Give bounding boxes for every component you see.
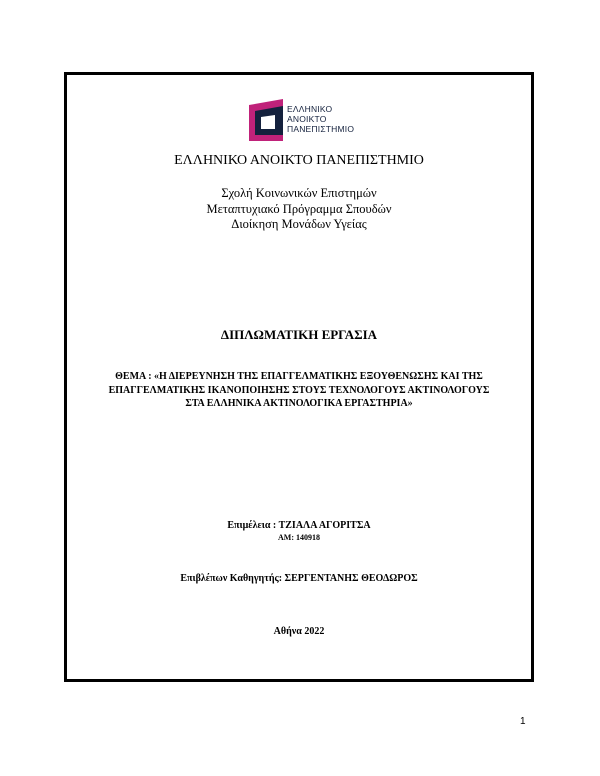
university-logo xyxy=(247,97,367,141)
theme-line-3: ΣΤΑ ΕΛΛΗΝΙΚΑ ΑΚΤΙΝΟΛΟΓΙΚΑ ΕΡΓΑΣΤΗΡΙΑ» xyxy=(185,398,413,409)
place-date: Αθήνα 2022 xyxy=(273,626,325,637)
department-block xyxy=(64,186,534,233)
theme-line-2: ΕΠΑΓΓΕΛΜΑΤΙΚΗΣ ΙΚΑΝΟΠΟΙΗΣΗΣ ΣΤΟΥΣ ΤΕΧΝΟΛΟΓΟΥΣ ΑΚΤΙΝΟΛΟΓΟΥΣ xyxy=(108,384,490,396)
document-type: ΔΙΠΛΩΜΑΤΙΚΗ ΕΡΓΑΣΙΑ xyxy=(220,327,378,342)
thesis-theme xyxy=(64,370,534,411)
page-number: 1 xyxy=(520,716,526,727)
student-id: ΑΜ: 140918 xyxy=(278,533,320,542)
logo-text xyxy=(287,104,354,134)
theme-line-1: ΘΕΜΑ : «Η ΔΙΕΡΕΥΝΗΣΗ ΤΗΣ ΕΠΑΓΓΕΛΜΑΤΙΚΗΣ ΕΞΟΥΘΕΝΩΣΗΣ ΚΑΙ ΤΗΣ xyxy=(115,371,483,382)
supervisor-line: Επιβλέπων Καθηγητής: ΣΕΡΓΕΝΤΑΝΗΣ ΘΕΟΔΩΡΟΣ xyxy=(180,573,418,584)
logo-emblem-icon xyxy=(247,97,285,141)
specialization-name: Διοίκηση Μονάδων Υγείας xyxy=(231,217,367,231)
logo-line-3: ΠΑΝΕΠΙΣΤΗΜΙΟ xyxy=(287,124,355,134)
program-name: Μεταπτυχιακό Πρόγραμμα Σπουδών xyxy=(206,201,392,216)
school-name: Σχολή Κοινωνικών Επιστημών xyxy=(221,186,377,200)
university-name: ΕΛΛΗΝΙΚΟ ΑΝΟΙΚΤΟ ΠΑΝΕΠΙΣΤΗΜΙΟ xyxy=(174,153,424,168)
logo-line-1: ΕΛΛΗΝΙΚΟ xyxy=(287,104,333,114)
author-line: Επιμέλεια : ΤΖΙΑΛΑ ΑΓΟΡΙΤΣΑ xyxy=(227,520,371,531)
logo-line-2: ΑΝΟΙΚΤΟ xyxy=(287,114,327,124)
